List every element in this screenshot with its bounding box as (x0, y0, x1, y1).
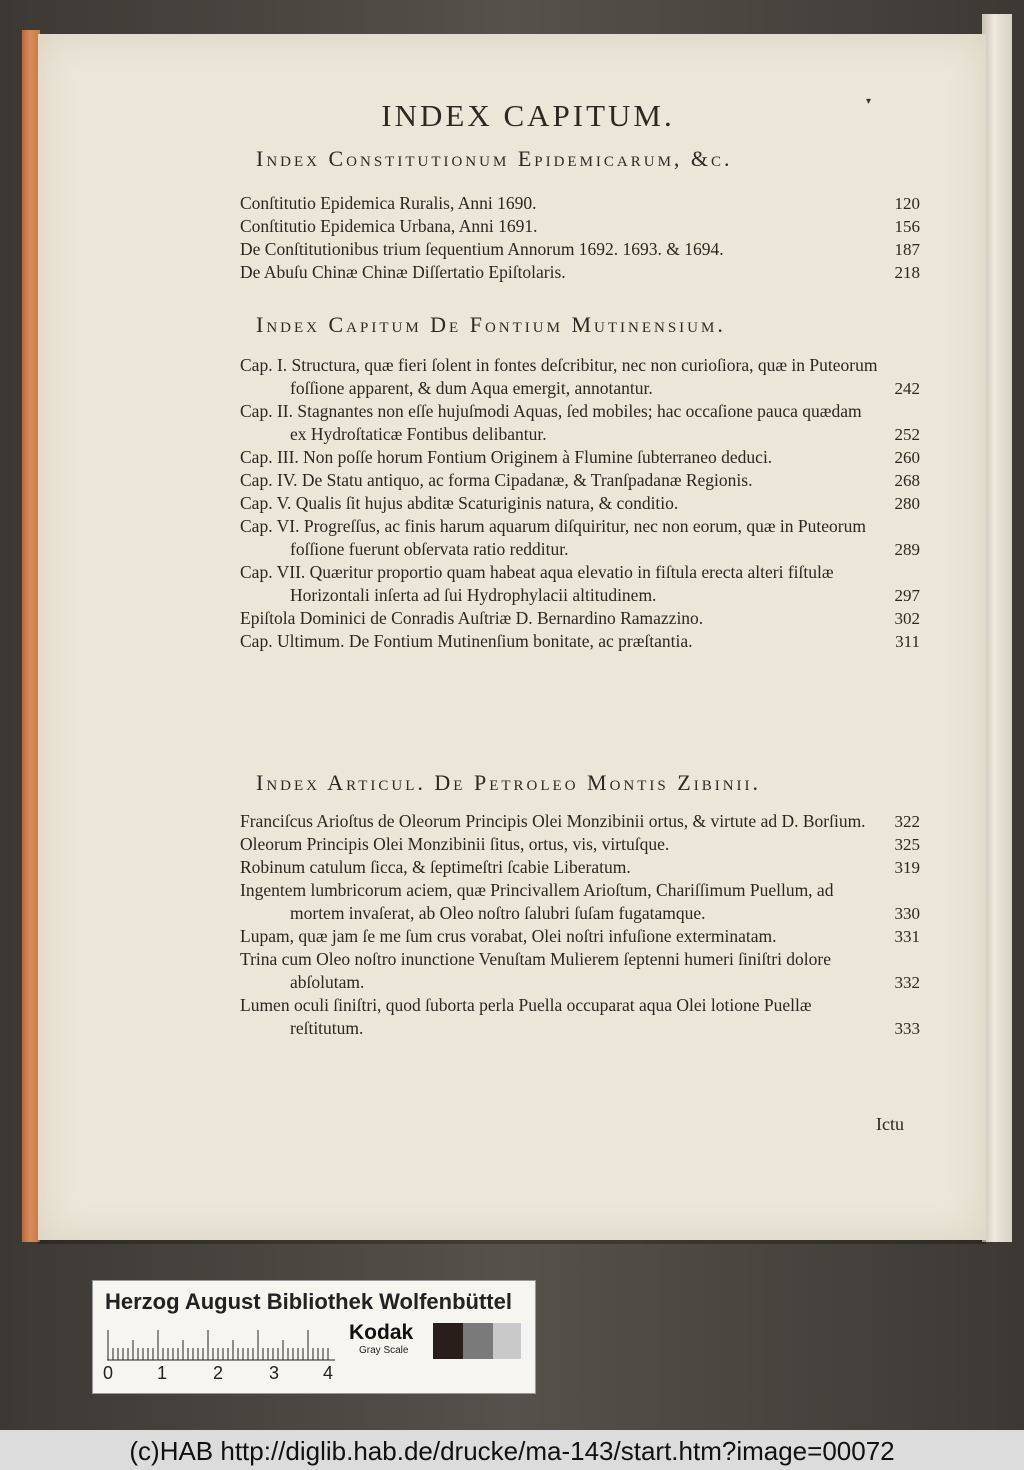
kodak-logo: Kodak (349, 1321, 414, 1344)
entry-text: Ingentem lumbricorum aciem, quæ Princivallem Arioſtum, Chariſſimum Puellum, ad mortem invaſerat, ab Oleo noſtro ſalubri ſuſam fugatamque. (240, 880, 834, 923)
entry-text: Lumen oculi ſiniſtri, quod ſuborta perla Puella occuparat aqua Olei lotione Puellæ reſtitutum. (240, 995, 812, 1038)
index-entry (240, 561, 920, 607)
section-entries-petroleum (240, 810, 920, 1040)
entry-text: Trina cum Oleo noſtro inunctione Venuſtam Mulierem ſeptenni humeri ſiniſtri dolore abſolutam. (240, 949, 832, 992)
index-entry (240, 630, 920, 653)
entry-page: 252 (894, 425, 920, 444)
ruler-scale (107, 1327, 335, 1361)
entry-text: Cap. III. Non poſſe horum Fontium Originem à Flumine ſubterraneo deduci. (240, 447, 773, 467)
entry-text: Cap. II. Stagnantes non eſſe hujuſmodi Aquas, ſed mobiles; hac occaſione pauca quædam ex Hydroſtaticæ Fontibus delibantur. (240, 401, 862, 444)
gray-swatch (521, 1323, 531, 1359)
index-entry (240, 446, 920, 469)
entry-text: De Abuſu Chinæ Chinæ Diſſertatio Epiſtolaris. (240, 262, 566, 282)
catchword: Ictu (876, 1114, 904, 1134)
entry-text: Epiſtola Dominici de Conradis Auſtriæ D. Bernardino Ramazzino. (240, 608, 704, 628)
index-entry (240, 469, 920, 492)
entry-page: 330 (894, 904, 920, 923)
index-entry (240, 515, 920, 561)
index-entry (240, 810, 920, 833)
section-entries-constitutions (240, 192, 920, 284)
ruler-label: 2 (213, 1363, 224, 1383)
gray-swatch (493, 1323, 523, 1359)
entry-text: Lupam, quæ jam ſe me ſum crus vorabat, Olei noſtri infuſione exterminatam. (240, 926, 777, 946)
entry-page: 156 (894, 217, 920, 236)
entry-page: 319 (894, 858, 920, 877)
entry-page: 260 (894, 448, 920, 467)
index-entry (240, 948, 920, 994)
entry-text: Cap. V. Qualis ſit hujus abditæ Scaturiginis natura, & conditio. (240, 493, 679, 513)
entry-page: 311 (895, 632, 920, 651)
index-entry (240, 192, 920, 215)
right-page-leaf (982, 14, 1012, 1242)
index-entry (240, 994, 920, 1040)
entry-page: 302 (894, 609, 920, 628)
entry-page: 333 (894, 1019, 920, 1038)
entry-text: Cap. VII. Quæritur proportio quam habeat aqua elevatio in fiſtula erecta alteri fiſtulæ Horizontali inſerta ad ſui Hydrophylacii altitudinem. (240, 562, 834, 605)
color-calibration-card (92, 1280, 536, 1394)
index-entry (240, 879, 920, 925)
gray-swatch (463, 1323, 493, 1359)
entry-text: Cap. VI. Progreſſus, ac finis harum aquarum diſquiritur, nec non eorum, quæ in Puteorum foſſione fuerunt obſervata ratio redditur. (240, 516, 866, 559)
entry-page: 120 (894, 194, 920, 213)
entry-page: 242 (894, 379, 920, 398)
index-entry (240, 238, 920, 261)
index-entry (240, 607, 920, 630)
index-entry (240, 400, 920, 446)
section-entries-fountains (240, 354, 920, 653)
entry-page: 325 (894, 835, 920, 854)
entry-text: Cap. Ultimum. De Fontium Mutinenſium bonitate, ac præſtantia. (240, 631, 693, 651)
entry-text: Franciſcus Arioſtus de Oleorum Principis Olei Monzibinii ortus, & virtute ad D. Borſium. (240, 811, 866, 831)
entry-text: Robinum catulum ſicca, & ſeptimeſtri ſcabie Liberatum. (240, 857, 631, 877)
gray-scale-label: Gray Scale (359, 1345, 409, 1356)
entry-page: 297 (894, 586, 920, 605)
section-heading-fountains: Index Capitum De Fontium Mutinensium. (256, 312, 726, 337)
index-entry (240, 215, 920, 238)
footer-credit: (c)HAB http://diglib.hab.de/drucke/ma-143/start.htm?image=00072 (129, 1436, 895, 1466)
index-entry (240, 925, 920, 948)
entry-page: 289 (894, 540, 920, 559)
page-shadow (38, 1240, 986, 1244)
entry-page: 322 (894, 812, 920, 831)
entry-page: 332 (894, 973, 920, 992)
entry-text: Oleorum Principis Olei Monzibinii ſitus, ortus, vis, virtuſque. (240, 834, 670, 854)
section-heading-constitutions: Index Constitutionum Epidemicarum, &c. (256, 146, 733, 171)
ornament-mark: ▾ (866, 96, 872, 107)
footer-bar (0, 1430, 1024, 1470)
entry-text: Conſtitutio Epidemica Ruralis, Anni 1690. (240, 193, 537, 213)
entry-page: 268 (894, 471, 920, 490)
entry-page: 218 (894, 263, 920, 282)
section-heading-petroleum: Index Articul. De Petroleo Montis Zibinii. (256, 770, 762, 795)
ruler-label: 1 (157, 1363, 168, 1383)
index-entry (240, 492, 920, 515)
entry-text: Cap. IV. De Statu antiquo, ac forma Cipadanæ, & Tranſpadanæ Regionis. (240, 470, 753, 490)
entry-page: 331 (894, 927, 920, 946)
index-entry (240, 354, 920, 400)
index-entry (240, 833, 920, 856)
ruler-label: 4 (323, 1363, 334, 1383)
library-name: Herzog August Bibliothek Wolfenbüttel (105, 1289, 512, 1314)
entry-page: 187 (894, 240, 920, 259)
ruler-label: 0 (103, 1363, 114, 1383)
index-entry (240, 856, 920, 879)
entry-text: Cap. I. Structura, quæ fieri ſolent in fontes deſcribitur, nec non curioſiora, quæ in Puteorum foſſione apparent, & dum Aqua emergit, annotantur. (240, 355, 878, 398)
ruler-label: 3 (269, 1363, 280, 1383)
book-page (38, 34, 986, 1240)
page-title: INDEX CAPITUM. (381, 98, 675, 133)
index-entry (240, 261, 920, 284)
entry-text: De Conſtitutionibus trium ſequentium Annorum 1692. 1693. & 1694. (240, 239, 724, 259)
entry-text: Conſtitutio Epidemica Urbana, Anni 1691. (240, 216, 538, 236)
entry-page: 280 (894, 494, 920, 513)
gray-swatch (433, 1323, 463, 1359)
